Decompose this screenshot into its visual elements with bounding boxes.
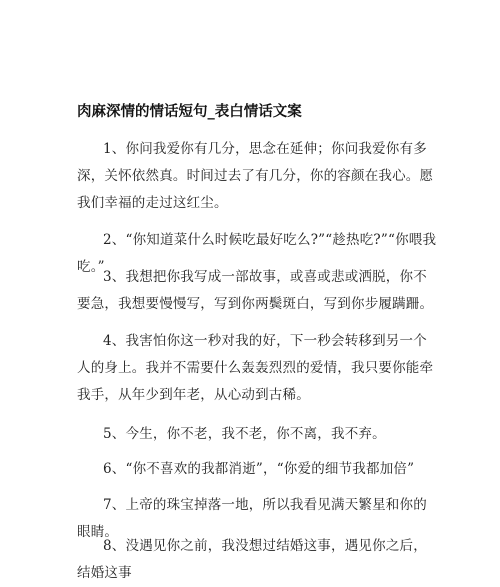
paragraph-1: 1、你问我爱你有几分，思念在延伸；你问我爱你有多深，关怀依然真。时间过去了有几分，你的容颜在我心。愿我们幸福的走过这红尘。 bbox=[77, 141, 434, 211]
paragraph-5: 5、今生，你不老，我不老，你不离，我不弃。 bbox=[103, 426, 386, 442]
paragraph-2: 2、“你知道菜什么时候吃最好吃么?”“趁热吃?”“你喂我吃。” bbox=[77, 232, 437, 275]
paragraph-4: 4、我害怕你这一秒对我的好，下一秒会转移到另一个人的身上。我并不需要什么轰轰烈烈的爱情，我只要你能牵我手，从年少到年老，从心动到古稀。 bbox=[77, 333, 434, 403]
paragraph-3: 3、我想把你我写成一部故事，或喜或悲或洒脱，你不要急，我想要慢慢写，写到你两鬓斑白，写到你步履蹒跚。 bbox=[77, 269, 434, 312]
paragraph-6: 6、“你不喜欢的我都消逝”，“你爱的细节我都加倍” bbox=[103, 461, 415, 477]
paragraph-8: 8、没遇见你之前，我没想过结婚这事，遇见你之后，结婚这事 bbox=[77, 538, 427, 581]
article-title: 肉麻深情的情话短句_表白情话文案 bbox=[77, 104, 302, 120]
paragraph-7: 7、上帝的珠宝掉落一地，所以我看见满天繁星和你的眼睛。 bbox=[77, 497, 427, 540]
